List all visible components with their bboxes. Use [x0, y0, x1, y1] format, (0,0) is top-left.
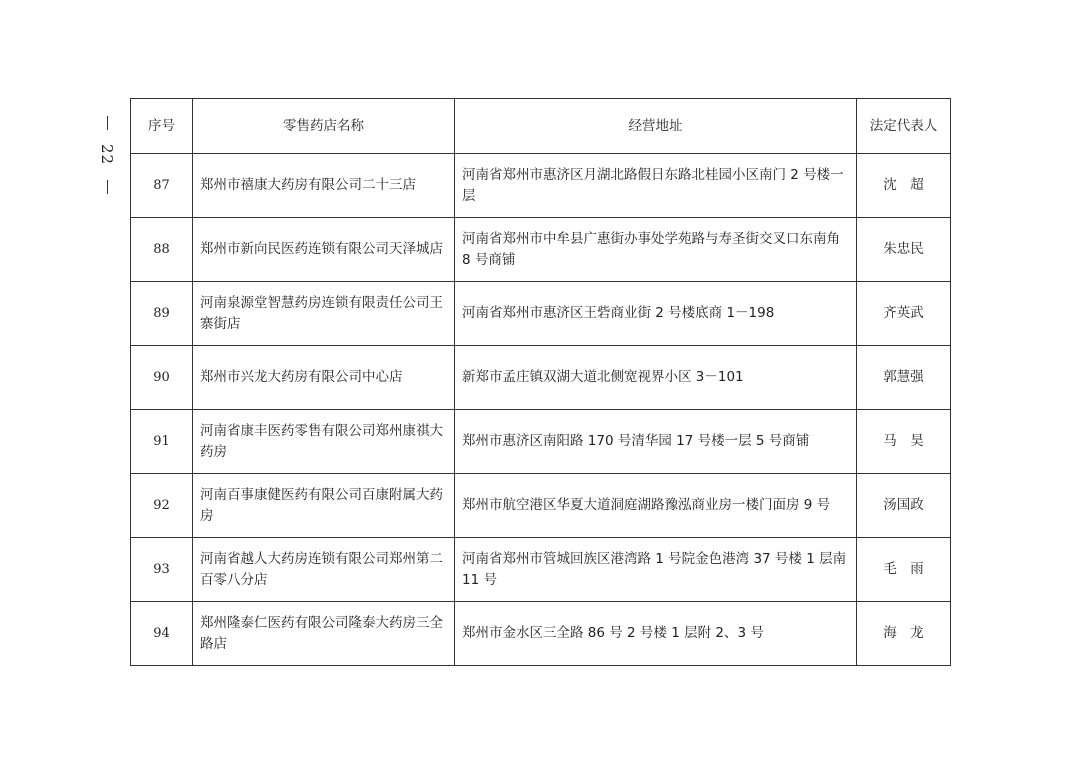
cell-address: 河南省郑州市中牟县广惠街办事处学苑路与寿圣街交叉口东南角 8 号商铺 — [455, 218, 857, 282]
cell-index: 90 — [131, 346, 193, 410]
cell-index: 92 — [131, 474, 193, 538]
header-index: 序号 — [131, 99, 193, 154]
table-row — [131, 154, 951, 218]
cell-rep: 郭慧强 — [857, 346, 951, 410]
cell-name: 河南泉源堂智慧药房连锁有限责任公司王寨街店 — [193, 282, 455, 346]
cell-name: 郑州市新向民医药连锁有限公司天泽城店 — [193, 218, 455, 282]
cell-index: 91 — [131, 410, 193, 474]
page-number — [92, 116, 122, 194]
page-number-dash-bottom — [107, 180, 108, 194]
cell-rep: 沈 超 — [857, 154, 951, 218]
table-row — [131, 538, 951, 602]
header-rep: 法定代表人 — [857, 99, 951, 154]
cell-rep: 马 昊 — [857, 410, 951, 474]
cell-index: 93 — [131, 538, 193, 602]
cell-rep: 朱忠民 — [857, 218, 951, 282]
table-row — [131, 282, 951, 346]
cell-address: 新郑市孟庄镇双湖大道北侧宽视界小区 3－101 — [455, 346, 857, 410]
cell-index: 89 — [131, 282, 193, 346]
table-header-row — [131, 99, 951, 154]
cell-name: 河南百事康健医药有限公司百康附属大药房 — [193, 474, 455, 538]
cell-rep: 海 龙 — [857, 602, 951, 666]
cell-index: 94 — [131, 602, 193, 666]
cell-address: 郑州市航空港区华夏大道洞庭湖路豫泓商业房一楼门面房 9 号 — [455, 474, 857, 538]
header-name: 零售药店名称 — [193, 99, 455, 154]
page-number-text: 22 — [98, 144, 116, 166]
cell-index: 87 — [131, 154, 193, 218]
header-address: 经营地址 — [455, 99, 857, 154]
table-row — [131, 410, 951, 474]
cell-name: 郑州隆泰仁医药有限公司隆泰大药房三全路店 — [193, 602, 455, 666]
pharmacy-table — [130, 98, 951, 666]
cell-address: 河南省郑州市惠济区王砦商业街 2 号楼底商 1－198 — [455, 282, 857, 346]
cell-index: 88 — [131, 218, 193, 282]
table-row — [131, 474, 951, 538]
table-row — [131, 346, 951, 410]
cell-address: 河南省郑州市管城回族区港湾路 1 号院金色港湾 37 号楼 1 层南 11 号 — [455, 538, 857, 602]
page-number-dash-top — [107, 116, 108, 130]
cell-name: 河南省康丰医药零售有限公司郑州康祺大药房 — [193, 410, 455, 474]
cell-name: 河南省越人大药房连锁有限公司郑州第二百零八分店 — [193, 538, 455, 602]
table-row — [131, 218, 951, 282]
cell-rep: 汤国政 — [857, 474, 951, 538]
cell-name: 郑州市兴龙大药房有限公司中心店 — [193, 346, 455, 410]
cell-rep: 毛 雨 — [857, 538, 951, 602]
cell-rep: 齐英武 — [857, 282, 951, 346]
cell-name: 郑州市禧康大药房有限公司二十三店 — [193, 154, 455, 218]
cell-address: 河南省郑州市惠济区月湖北路假日东路北桂园小区南门 2 号楼一层 — [455, 154, 857, 218]
cell-address: 郑州市惠济区南阳路 170 号清华园 17 号楼一层 5 号商铺 — [455, 410, 857, 474]
table-row — [131, 602, 951, 666]
cell-address: 郑州市金水区三全路 86 号 2 号楼 1 层附 2、3 号 — [455, 602, 857, 666]
